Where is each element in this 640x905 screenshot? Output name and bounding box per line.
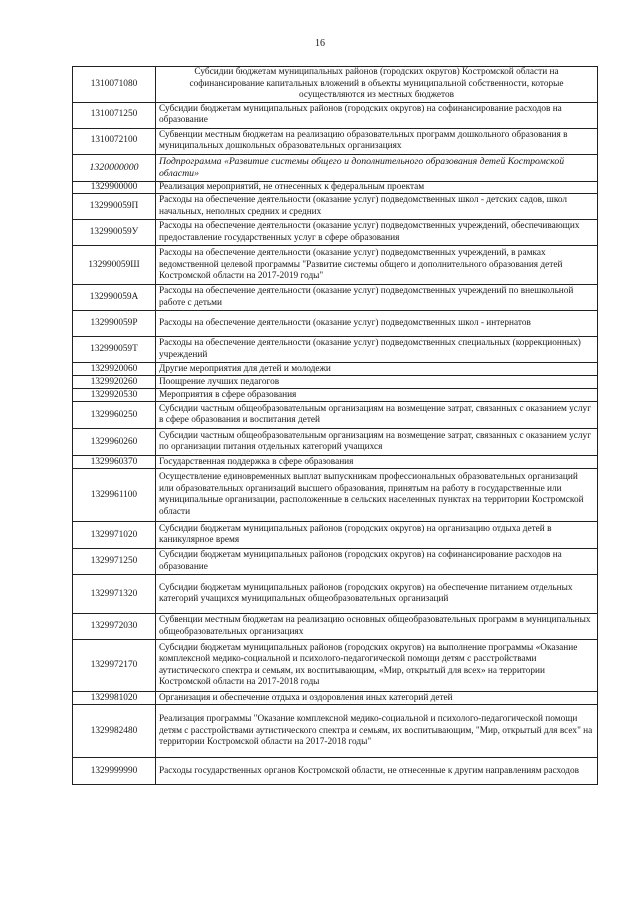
row-description: Подпрограмма «Развитие системы общего и дополнительного образования детей Костромской области»: [156, 154, 598, 181]
table-row: [73, 220, 598, 246]
row-description: Субсидии бюджетам муниципальных районов (городских округов) на организацию отдыха детей в каникулярное время: [156, 522, 598, 549]
row-description: Субсидии бюджетам муниципальных районов (городских округов) Костромской области на софинансирование капитальных вложений в объекты муниципальной собственности, которые осуществляются из местных бюджетов: [156, 67, 598, 103]
table-row: [73, 469, 598, 522]
row-code: 1329920530: [73, 389, 156, 402]
row-description: Расходы государственных органов Костромской области, не отнесенные к другим направлениям расходов: [156, 758, 598, 785]
table-row: [73, 402, 598, 429]
table-row: [73, 311, 598, 337]
row-description: Осуществление единовременных выплат выпускникам профессиональных образовательных организаций или образовательных организаций высшего образования, принятым на работу в государственные или муниципальные организации, расположенные в сельских населенных пунктах на территории Костромской области: [156, 469, 598, 522]
row-code: 1329972170: [73, 640, 156, 692]
table-row: [73, 614, 598, 640]
row-description: Расходы на обеспечение деятельности (оказание услуг) подведомственных учреждений по внешкольной работе с детьми: [156, 285, 598, 311]
table-row: [73, 376, 598, 389]
row-description: Поощрение лучших педагогов: [156, 376, 598, 389]
page-number: 16: [315, 38, 325, 49]
row-description: Реализация программы "Оказание комплексной медико-социальной и психолого-педагогической помощи детям с расстройствами аутистического спектра и семьям, их воспитывающим, "Мир, открытый для всех" на территории Костромской области на 2017-2018 годы": [156, 705, 598, 758]
row-description: Реализация мероприятий, не отнесенных к федеральным проектам: [156, 181, 598, 194]
budget-classification-table: [72, 66, 598, 785]
row-code: 1329920060: [73, 363, 156, 376]
row-description: Субвенции местным бюджетам на реализацию основных общеобразовательных программ в муниципальных общеобразовательных организациях: [156, 614, 598, 640]
row-code: 1329982480: [73, 705, 156, 758]
table-body: [73, 67, 598, 785]
row-code: 132990059У: [73, 220, 156, 246]
row-code: 1310072100: [73, 128, 156, 154]
table-row: [73, 389, 598, 402]
row-description: Субсидии бюджетам муниципальных районов (городских округов) на обеспечение питанием отдельных категорий учащихся муниципальных общеобразовательных организаций: [156, 575, 598, 614]
row-description: Государственная поддержка в сфере образования: [156, 456, 598, 469]
table-row: [73, 67, 598, 103]
table-row: [73, 705, 598, 758]
table-row: [73, 194, 598, 220]
table-row: [73, 575, 598, 614]
row-description: Мероприятия в сфере образования: [156, 389, 598, 402]
row-code: 132990059Т: [73, 337, 156, 363]
table-row: [73, 128, 598, 154]
row-code: 1329971320: [73, 575, 156, 614]
row-description: Субсидии частным общеобразовательным организациям на возмещение затрат, связанных с оказанием услуг в сфере образования и воспитания детей: [156, 402, 598, 429]
row-code: 1329999990: [73, 758, 156, 785]
table-row: [73, 692, 598, 705]
row-description: Расходы на обеспечение деятельности (оказание услуг) подведомственных специальных (коррекционных) учреждений: [156, 337, 598, 363]
row-description: Расходы на обеспечение деятельности (оказание услуг) подведомственных школ - детских садов, школ начальных, неполных средних и средних: [156, 194, 598, 220]
row-code: 1329981020: [73, 692, 156, 705]
row-code: 1329960250: [73, 402, 156, 429]
row-code: 132990059П: [73, 194, 156, 220]
row-description: Расходы на обеспечение деятельности (оказание услуг) подведомственных учреждений, обеспечивающих предоставление государственных услуг в сфере образования: [156, 220, 598, 246]
table-row: [73, 429, 598, 456]
row-code: 1329920260: [73, 376, 156, 389]
table-row: [73, 181, 598, 194]
table-row: [73, 522, 598, 549]
row-code: 1329960370: [73, 456, 156, 469]
row-code: 1329960260: [73, 429, 156, 456]
table-row: [73, 363, 598, 376]
row-description: Организация и обеспечение отдыха и оздоровления иных категорий детей: [156, 692, 598, 705]
row-code: 1310071250: [73, 102, 156, 128]
row-code: 1329961100: [73, 469, 156, 522]
row-description: Субсидии бюджетам муниципальных районов (городских округов) на выполнение программы «Оказание комплексной медико-социальной и психолого-педагогической помощи детям с расстройствами аутистического спектра и семьям, их воспитывающим, «Мир, открытый для всех» на территории Костромской области на 2017-2018 годы: [156, 640, 598, 692]
row-description: Расходы на обеспечение деятельности (оказание услуг) подведомственных учреждений, в рамках ведомственной целевой программы "Развитие системы общего и дополнительного образования детей Костромской области на 2017-2019 годы": [156, 246, 598, 285]
row-code: 132990059Р: [73, 311, 156, 337]
table-row: [73, 640, 598, 692]
row-description: Субвенции местным бюджетам на реализацию образовательных программ дошкольного образования в муниципальных дошкольных образовательных организациях: [156, 128, 598, 154]
row-code: 132990059Ш: [73, 246, 156, 285]
table-row: [73, 337, 598, 363]
table-row: [73, 246, 598, 285]
row-code: 1329971250: [73, 549, 156, 575]
row-description: Субсидии бюджетам муниципальных районов (городских округов) на софинансирование расходов на образование: [156, 549, 598, 575]
row-description: Другие мероприятия для детей и молодежи: [156, 363, 598, 376]
row-description: Расходы на обеспечение деятельности (оказание услуг) подведомственных школ - интернатов: [156, 311, 598, 337]
table-row: [73, 758, 598, 785]
table-row: [73, 549, 598, 575]
row-code: 132990059А: [73, 285, 156, 311]
table-row: [73, 285, 598, 311]
table-row: [73, 102, 598, 128]
row-description: Субсидии бюджетам муниципальных районов (городских округов) на софинансирование расходов на образование: [156, 102, 598, 128]
row-code: 1310071080: [73, 67, 156, 103]
table-row: [73, 456, 598, 469]
row-description: Субсидии частным общеобразовательным организациям на возмещение затрат, связанных с оказанием услуг по организации питания отдельных категорий учащихся: [156, 429, 598, 456]
table-row: [73, 154, 598, 181]
row-code: 1320000000: [73, 154, 156, 181]
row-code: 1329900000: [73, 181, 156, 194]
row-code: 1329972030: [73, 614, 156, 640]
row-code: 1329971020: [73, 522, 156, 549]
